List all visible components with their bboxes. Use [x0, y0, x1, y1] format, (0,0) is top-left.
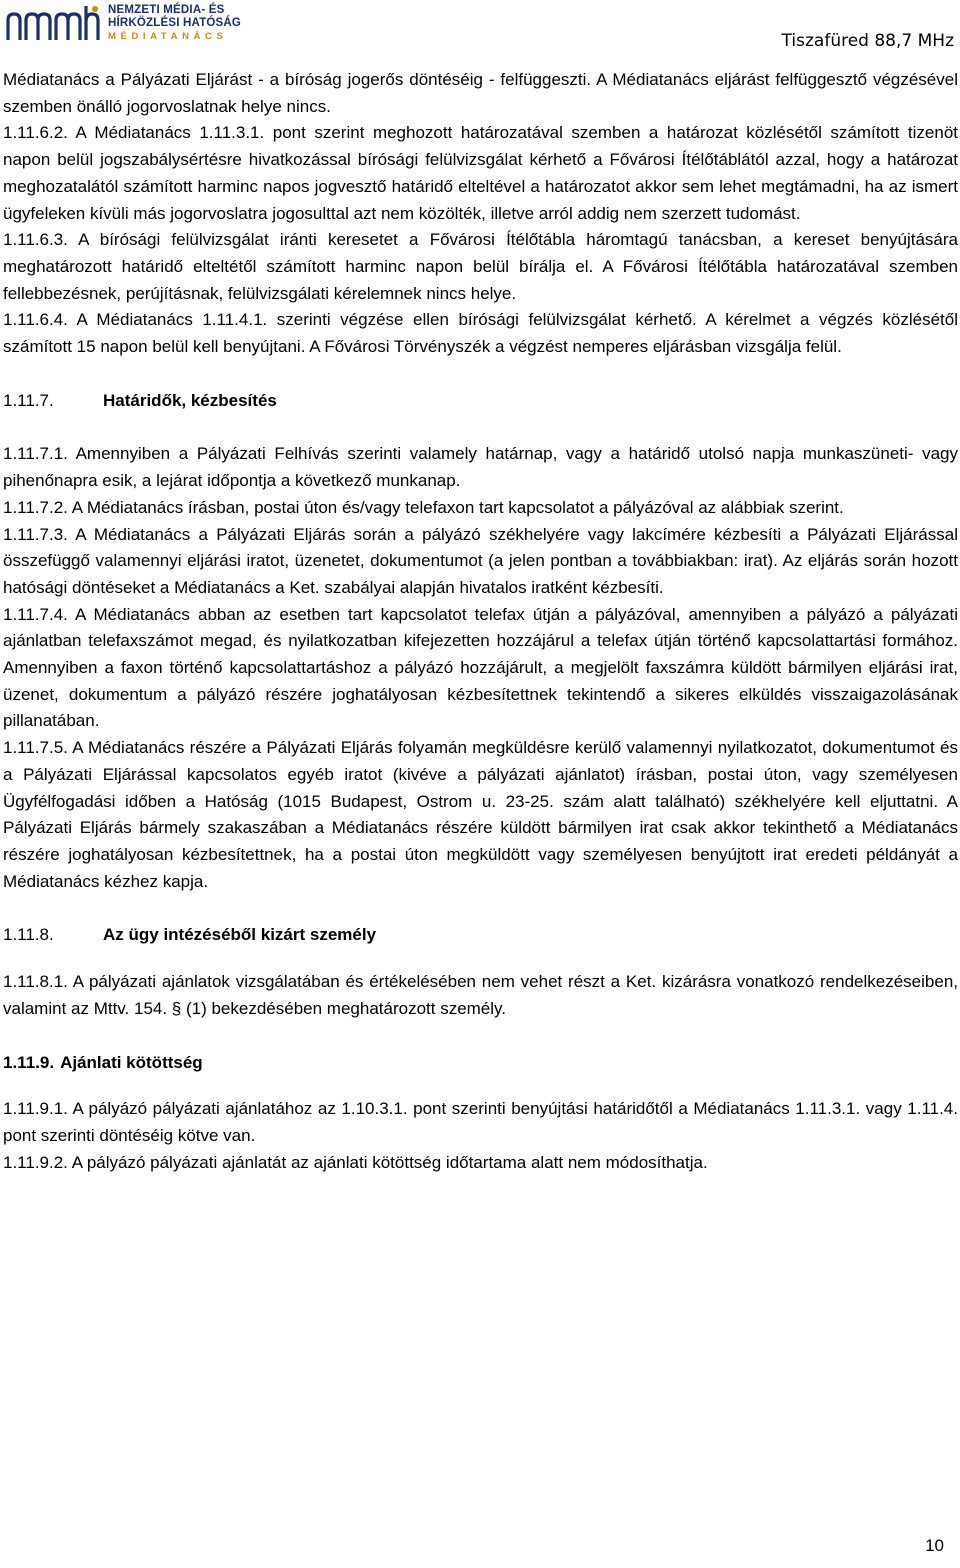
paragraph-1-11-9-2: 1.11.9.2. A pályázó pályázati ajánlatát az ajánlati kötöttség időtartama alatt nem módosíthatja. — [3, 1152, 708, 1172]
section-heading-1-11-8 — [3, 922, 958, 949]
logo-text — [108, 4, 241, 43]
section-heading-1-11-9 — [3, 1050, 958, 1077]
section-title: Az ügy intézéséből kizárt személy — [103, 925, 377, 945]
paragraph-1-11-6-2: 1.11.6.2. A Médiatanács 1.11.3.1. pont szerint meghozott határozatával szemben a határozat közlésétől számított tizenöt napon belül jogszabálysértésre hivatkozással bírósági felülvizsgálat kérhető a Fővárosi Ítélőtáblától azzal, hogy a határozat meghozatalától számított harminc napos jogvesztő határidő elteltével a határozatot akkor sem lehet megtámadni, ha az ismert ügyfeleken kívüli más jogorvoslatra jogosulttal azt nem közölték, illetve arról addig nem szerzett tudomást. — [3, 123, 958, 223]
logo-line-1: NEMZETI MÉDIA- ÉS — [108, 4, 225, 16]
section-number: 1.11.9. — [3, 1052, 55, 1072]
section-title: Határidők, kézbesítés — [103, 390, 277, 410]
section-number: 1.11.7. — [3, 390, 54, 410]
nmhh-logo-icon — [6, 4, 100, 44]
logo-line-3: MÉDIATANÁCS — [108, 31, 228, 42]
paragraph-1-11-7-1: 1.11.7.1. Amennyiben a Pályázati Felhívás szerinti valamely határnap, vagy a határidő utolsó napja munkaszüneti- vagy pihenőnapra esik, a lejárat időpontja a következő munkanap. — [3, 444, 958, 491]
document-body — [3, 67, 958, 1176]
paragraph-1-11-6-4: 1.11.6.4. A Médiatanács 1.11.4.1. szerinti végzése ellen bírósági felülvizsgálat kérhető. A kérelmet a végzés közlésétől számított 15 napon belül kell benyújtani. A Fővárosi Törvényszék a végzést nemperes eljárásban vizsgálja felül. — [3, 310, 958, 357]
paragraph-1-11-8-1: 1.11.8.1. A pályázati ajánlatok vizsgálatában és értékelésében nem vehet részt a Ket. kizárásra vonatkozó rendelkezéseiben, valamint az Mttv. 154. § (1) bekezdésében meghatározott személy. — [3, 972, 958, 1018]
logo-line-2: HÍRKÖZLÉSI HATÓSÁG — [108, 17, 242, 29]
page-header — [0, 0, 960, 52]
section-number: 1.11.8. — [3, 925, 54, 945]
paragraph-1-11-7-2: 1.11.7.2. A Médiatanács írásban, postai úton és/vagy telefaxon tart kapcsolatot a pályázóval az alábbiak szerint. — [3, 497, 844, 517]
paragraph-1-11-7-3: 1.11.7.3. A Médiatanács a Pályázati Eljárás során a pályázó székhelyére vagy lakcímére kézbesíti a Pályázati Eljárással összefüggő valamennyi eljárási iratot, üzenetet, dokumentumot (a jelen pontban a továbbiakban: irat). Az eljárás során hozott hatósági döntéseket a Médiatanács a Ket. szabályai alapján hivatalos iratként kézbesíti. — [3, 524, 958, 597]
page-number: 10 — [925, 1536, 944, 1555]
section-heading-1-11-7 — [3, 388, 958, 415]
paragraph-1-11-6-3: 1.11.6.3. A bírósági felülvizsgálat iránti keresetet a Fővárosi Ítélőtábla háromtagú tanácsban, a kereset benyújtására meghatározott határidő elteltétől számított harminc napon belül bírálja el. A Fővárosi Ítélőtábla határozatával szemben fellebbezésnek, perújításnak, felülvizsgálati kérelemnek nincs helye. — [3, 230, 958, 303]
paragraph-1-11-7-4: 1.11.7.4. A Médiatanács abban az esetben tart kapcsolatot telefax útján a pályázóval, amennyiben a pályázó a pályázati ajánlatban telefaxszámot megad, és nyilatkozatban kifejezetten hozzájárul a telefax útján történő kapcsolattartási formához. Amennyiben a faxon történő kapcsolattartáshoz a pályázó hozzájárult, a megjelölt faxszámra küldött bármilyen eljárási irat, üzenet, dokumentum a pályázó részére joghatályosan kézbesítettnek tekintendő a sikeres elküldés visszaigazolásának pillanatában. — [3, 604, 958, 731]
section-title: Ajánlati kötöttség — [60, 1052, 203, 1072]
station-label: Tiszafüred 88,7 MHz — [781, 31, 954, 51]
paragraph-1-11-7-5: 1.11.7.5. A Médiatanács részére a Pályázati Eljárás folyamán megküldésre kerülő valamennyi nyilatkozatot, dokumentumot és a Pályázati Eljárással kapcsolatos egyéb iratot (kivéve a pályázati ajánlatot) írásban, postai úton, vagy személyesen Ügyfélfogadási időben a Hatóság (1015 Budapest, Ostrom u. 23-25. szám alatt található) székhelyére kell eljuttatni. A Pályázati Eljárás bármely szakaszában a Médiatanács részére küldött bármilyen irat csak akkor tekinthető a Médiatanács részére joghatályosan kézbesítettnek, ha a postai úton megküldött vagy személyesen benyújtott irat eredeti példányát a Médiatanács kézhez kapja. — [3, 738, 958, 891]
paragraph-1-11-9-1: 1.11.9.1. A pályázó pályázati ajánlatához az 1.10.3.1. pont szerinti benyújtási határidőtől a Médiatanács 1.11.3.1. vagy 1.11.4. pont szerinti döntéséig kötve van. — [3, 1099, 958, 1145]
paragraph: Médiatanács a Pályázati Eljárást - a bíróság jogerős döntéséig - felfüggeszti. A Médiatanács eljárást felfüggesztő végzésével szemben önálló jogorvoslatnak helye nincs. — [3, 70, 958, 116]
